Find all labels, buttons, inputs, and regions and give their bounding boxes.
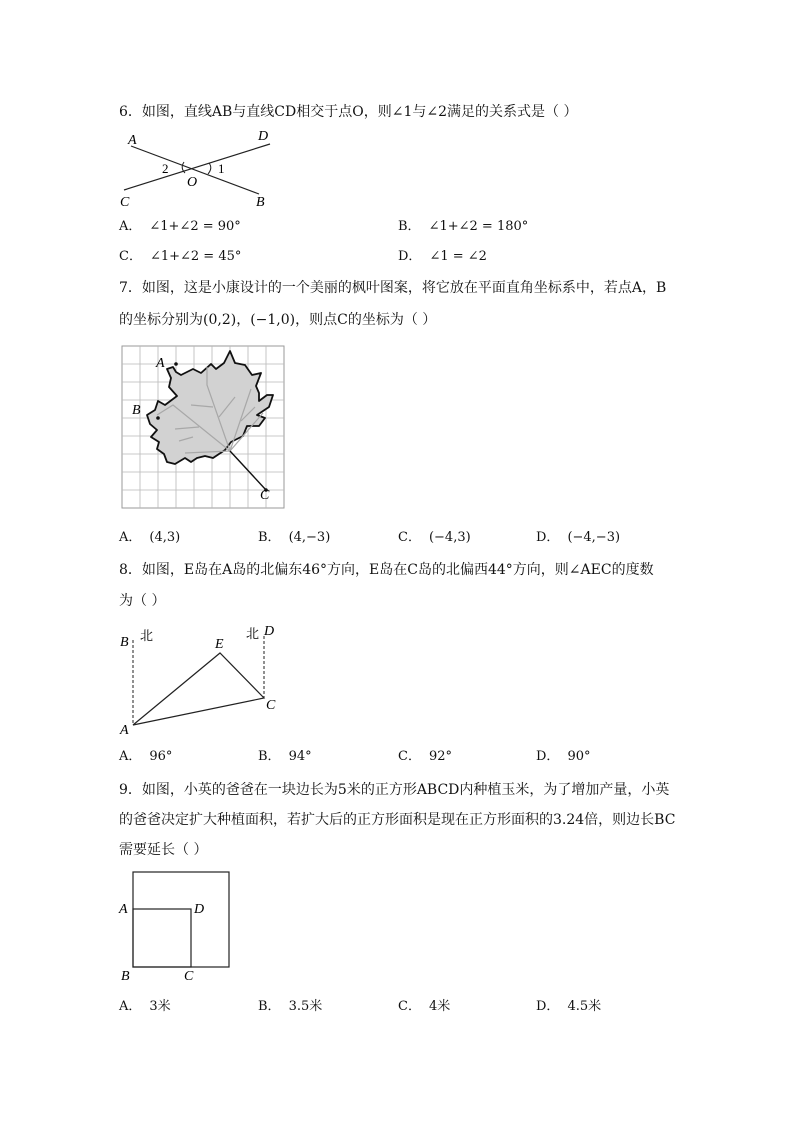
q6-label-d: D xyxy=(258,129,269,144)
q7-stem-line1: 7．如图，这是小康设计的一个美丽的枫叶图案，将它放在平面直角坐标系中，若点A，B xyxy=(119,280,667,296)
q9-option-a[interactable]: A． 3米 xyxy=(119,999,171,1014)
q7-stem-line2: 的坐标分别为(0,2)，(−1,0)，则点C的坐标为（ ） xyxy=(119,312,437,328)
q6-label-angle2: 2 xyxy=(162,161,169,176)
q7-label-b: B xyxy=(132,403,141,418)
q8-label-d: D xyxy=(264,624,275,639)
q6-option-b[interactable]: B． ∠1+∠2 = 180° xyxy=(398,219,529,234)
q7-point-a xyxy=(174,362,178,366)
q9-option-d[interactable]: D． 4.5米 xyxy=(536,999,602,1014)
q8-option-b[interactable]: B． 94° xyxy=(258,749,312,764)
q8-label-north1: 北 xyxy=(140,628,154,643)
q9-stem-line1: 9．如图，小英的爸爸在一块边长为5米的正方形ABCD内种植玉米，为了增加产量，小英 xyxy=(119,782,670,798)
q7-option-a[interactable]: A． (4,3) xyxy=(119,530,181,545)
q8-label-b: B xyxy=(120,635,129,650)
q6-option-a[interactable]: A． ∠1+∠2 = 90° xyxy=(119,219,241,234)
q8-option-c[interactable]: C． 92° xyxy=(398,749,452,764)
q9-stem-line3: 需要延长（ ） xyxy=(119,842,208,858)
q7-option-b[interactable]: B． (4,−3) xyxy=(258,530,331,545)
q7-label-a: A xyxy=(156,356,165,371)
q8-label-a: A xyxy=(120,723,129,738)
q9-stem-line2: 的爸爸决定扩大种植面积，若扩大后的正方形面积是现在正方形面积的3.24倍，则边长BC xyxy=(119,812,676,828)
q6-option-d[interactable]: D． ∠1 = ∠2 xyxy=(398,249,487,264)
q8-label-c: C xyxy=(266,698,276,713)
q9-label-c: C xyxy=(184,969,194,984)
q9-option-c[interactable]: C． 4米 xyxy=(398,999,451,1014)
q8-figure xyxy=(114,618,290,738)
q9-label-d: D xyxy=(194,902,205,917)
q9-big-square xyxy=(133,872,229,967)
q9-label-a: A xyxy=(119,902,128,917)
q6-angle1-arc xyxy=(208,163,211,174)
q6-option-c[interactable]: C． ∠1+∠2 = 45° xyxy=(119,249,242,264)
q6-label-angle1: 1 xyxy=(218,161,225,176)
q6-label-a: A xyxy=(128,133,137,148)
q6-stem: 6．如图，直线AB与直线CD相交于点O，则∠1与∠2满足的关系式是（ ） xyxy=(119,104,578,120)
q8-label-e: E xyxy=(215,637,224,652)
q6-label-o: O xyxy=(187,175,198,190)
q7-option-d[interactable]: D． (−4,−3) xyxy=(536,530,621,545)
q8-option-a[interactable]: A． 96° xyxy=(119,749,173,764)
q8-label-north2: 北 xyxy=(246,626,260,641)
q8-triangle-aec xyxy=(133,653,264,725)
q7-point-b xyxy=(156,416,160,420)
q6-figure xyxy=(114,126,284,212)
q9-label-b: B xyxy=(121,969,130,984)
q9-figure xyxy=(114,866,238,984)
q9-small-square-abcd xyxy=(133,909,191,967)
q7-figure xyxy=(121,345,285,511)
q8-stem-line2: 为（ ） xyxy=(119,593,166,609)
q6-label-b: B xyxy=(256,195,265,210)
q8-stem-line1: 8．如图，E岛在A岛的北偏东46°方向，E岛在C岛的北偏西44°方向，则∠AEC的度数 xyxy=(119,562,654,578)
q8-option-d[interactable]: D． 90° xyxy=(536,749,591,764)
q7-label-c: C xyxy=(260,488,270,503)
q7-option-c[interactable]: C． (−4,3) xyxy=(398,530,471,545)
q9-option-b[interactable]: B． 3.5米 xyxy=(258,999,323,1014)
q6-label-c: C xyxy=(120,195,130,210)
